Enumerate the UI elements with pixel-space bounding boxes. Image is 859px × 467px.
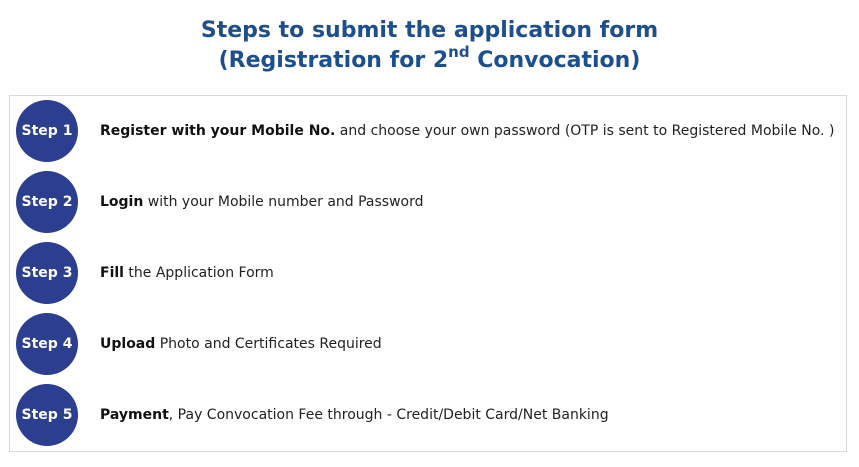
step-detail-5: , Pay Convocation Fee through - Credit/Debit Card/Net Banking	[168, 407, 609, 423]
step-description-1	[100, 123, 834, 139]
step-action-5: Payment	[100, 407, 169, 423]
step-action-2: Login	[100, 194, 144, 210]
step-description-2	[100, 194, 424, 210]
step-row-4	[10, 313, 846, 375]
step-row-5	[10, 384, 846, 446]
step-action-1: Register with your Mobile No.	[100, 123, 336, 139]
step-detail-4: Photo and Certificates Required	[155, 336, 382, 352]
step-action-3: Fill	[100, 265, 124, 281]
step-action-4: Upload	[100, 336, 156, 352]
title-line-1: Steps to submit the application form	[200, 18, 659, 43]
step-description-4	[100, 336, 382, 352]
step-badge-5: Step 5	[16, 384, 78, 446]
title-ordinal-suffix: nd	[448, 42, 470, 61]
steps-panel	[9, 95, 847, 452]
title-line-2	[0, 42, 859, 76]
step-badge-1: Step 1	[16, 100, 78, 162]
step-badge-2: Step 2	[16, 171, 78, 233]
step-row-1	[10, 100, 846, 162]
step-badge-4: Step 4	[16, 313, 78, 375]
step-badge-3: Step 3	[16, 242, 78, 304]
step-detail-2: with your Mobile number and Password	[143, 194, 424, 210]
step-detail-1: and choose your own password (OTP is sent to Registered Mobile No. )	[335, 123, 835, 139]
step-row-3	[10, 242, 846, 304]
step-row-2	[10, 171, 846, 233]
step-description-5	[100, 407, 609, 423]
title-line-2-prefix: (Registration for 2	[218, 48, 449, 73]
page-title	[0, 16, 859, 76]
step-detail-3: the Application Form	[123, 265, 274, 281]
title-line-2-suffix: Convocation)	[469, 48, 641, 73]
step-description-3	[100, 265, 274, 281]
